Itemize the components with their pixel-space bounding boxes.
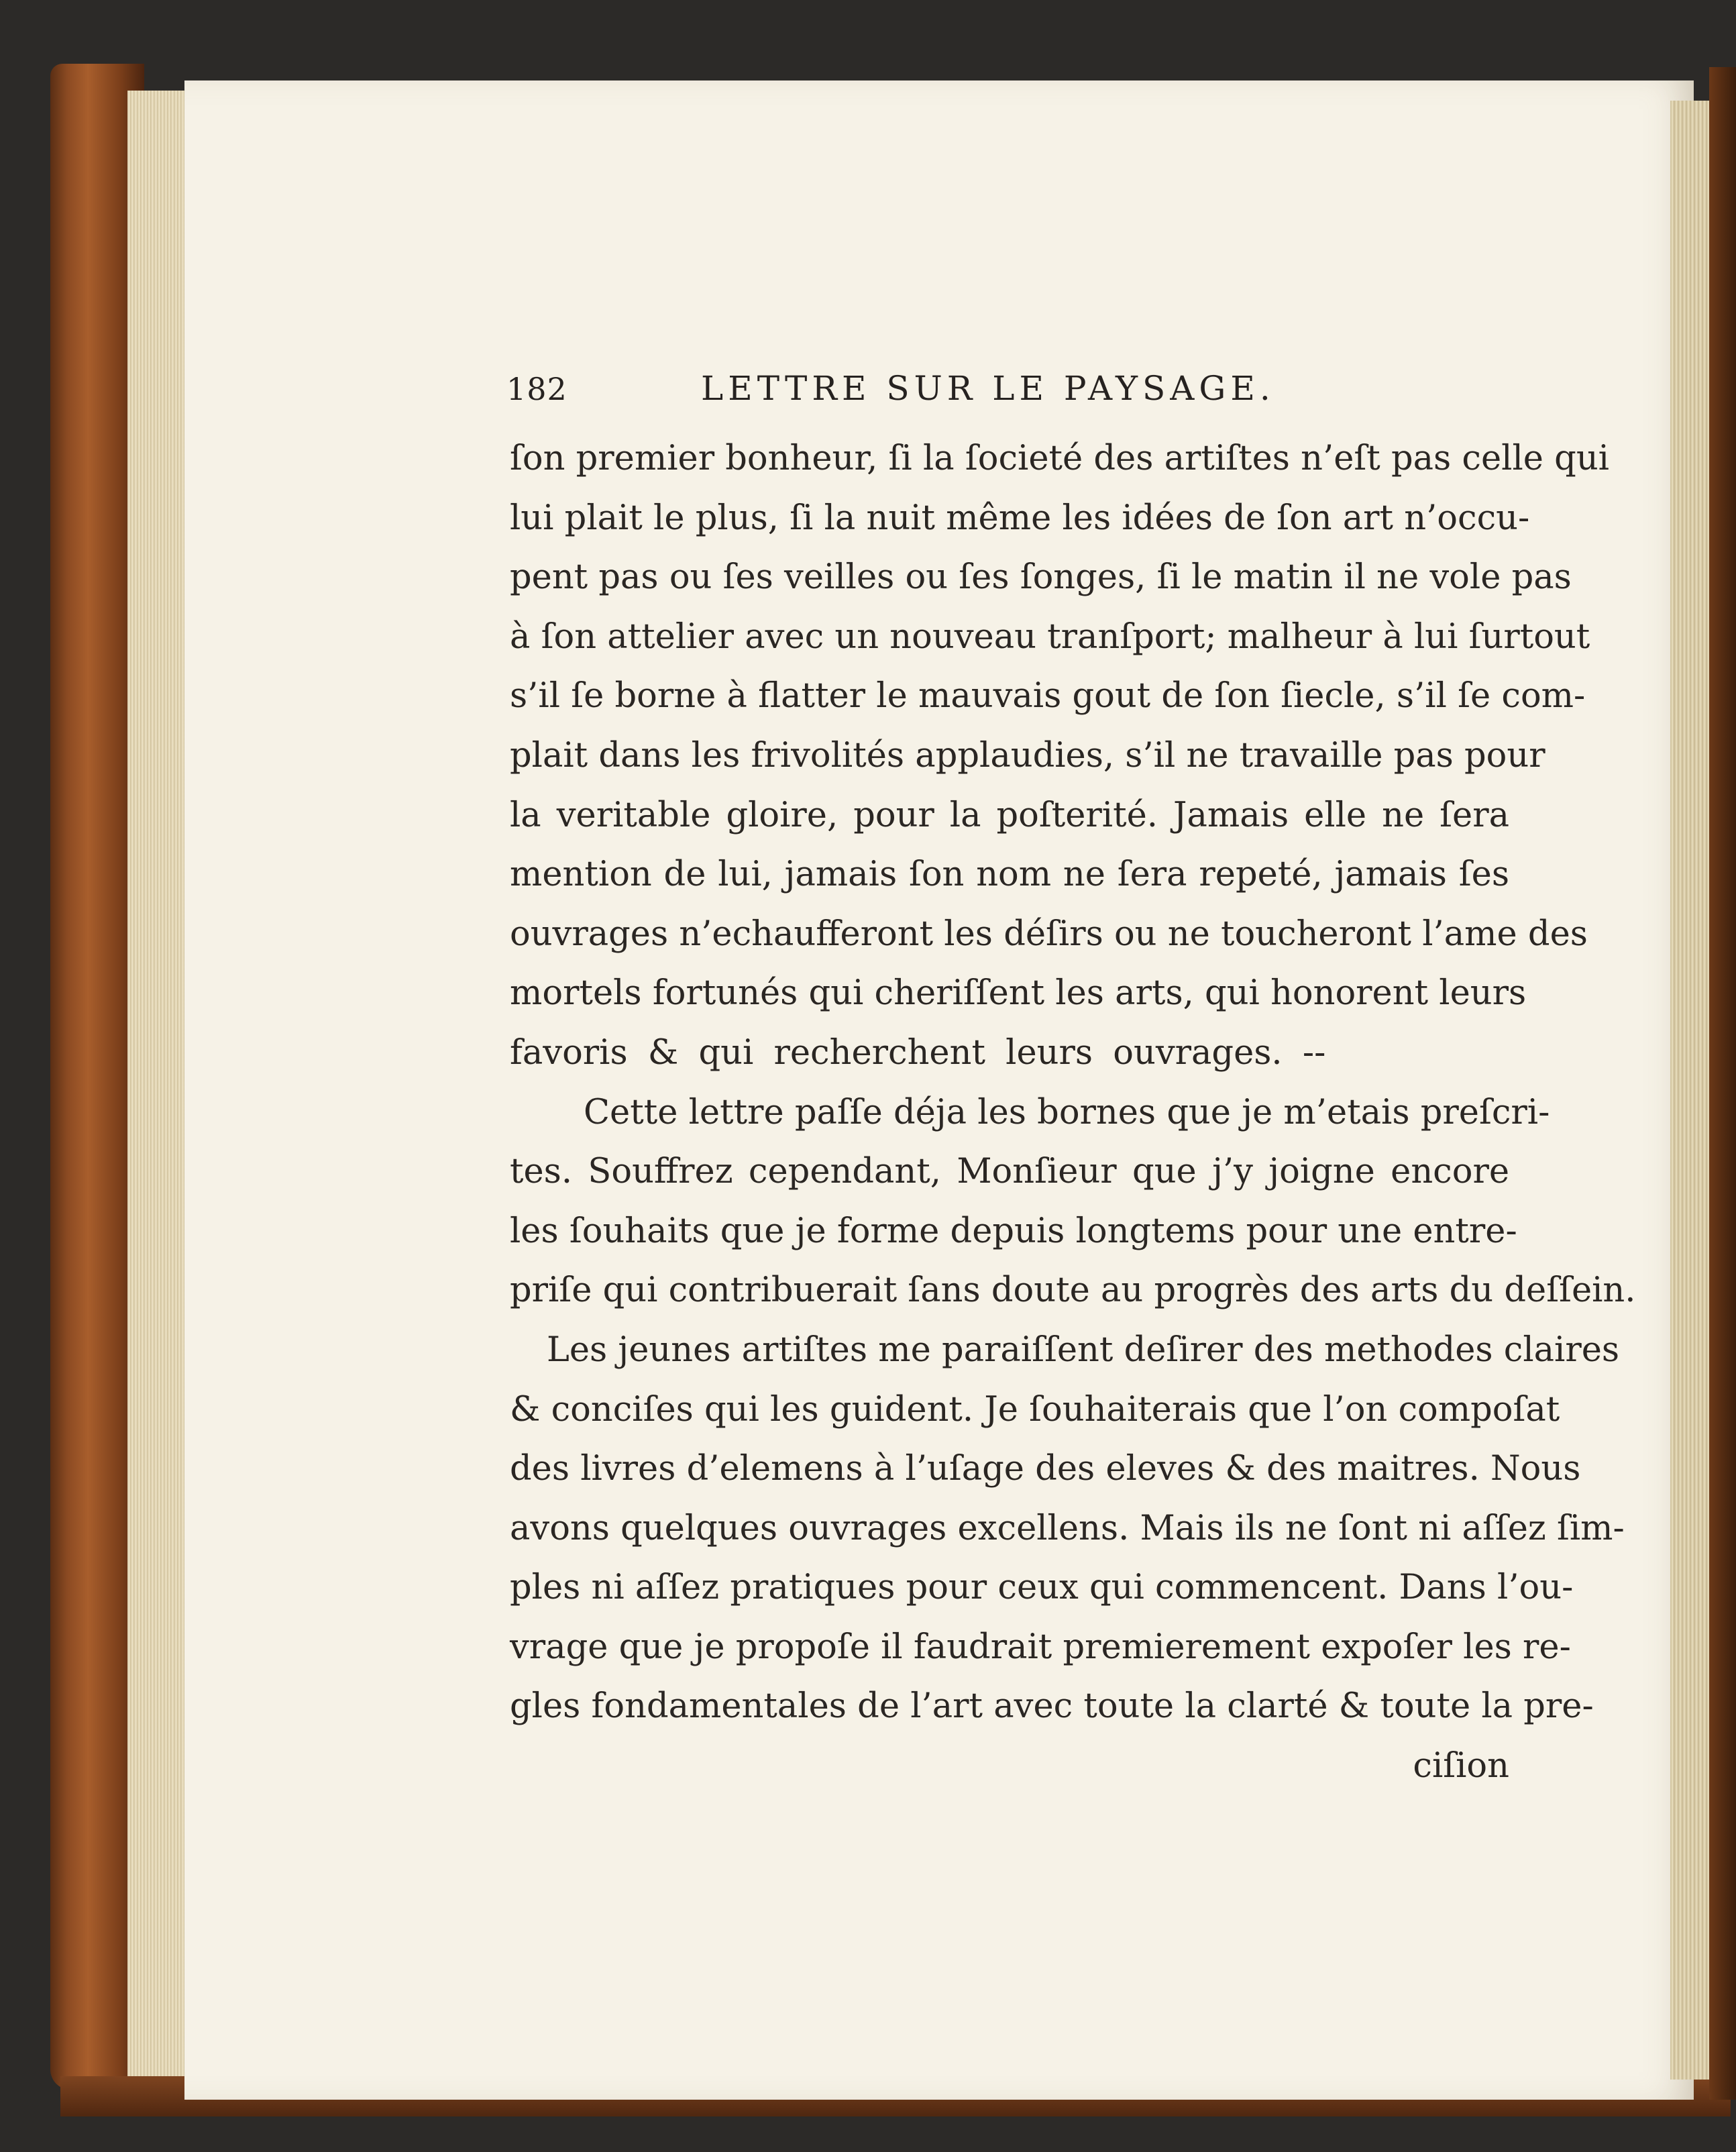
text-line: ſon premier bonheur, ſi la ſocieté des artiſtes n’eſt pas celle qui [510, 439, 1609, 478]
text-line: à ſon attelier avec un nouveau tranſport; malheur à lui ſurtout [510, 616, 1590, 657]
text-line: ouvrages n’echaufferont les déſirs ou ne toucheront l’ame des [510, 914, 1588, 954]
page-number: 182 [506, 371, 567, 407]
text-line: Les jeunes artiſtes me paraiſſent deſirer des methodes claires [547, 1330, 1620, 1370]
catchword: ciſion [1413, 1746, 1509, 1786]
text-line: ples ni aſſez pratiques pour ceux qui commencent. Dans l’ou- [510, 1568, 1574, 1608]
text-line: avons quelques ouvrages excellens. Mais ils ne ſont ni aſſez ſim- [510, 1508, 1625, 1548]
text-line: tes. Souffrez cependant, Monſieur que j’y joigne encore [510, 1152, 1509, 1192]
book-cover-right [1709, 67, 1736, 2100]
page-edges-left [127, 91, 191, 2076]
text-line: mortels fortunés qui cheriſſent les arts, qui honorent leurs [510, 973, 1527, 1014]
text-line: & conciſes qui les guident. Je ſouhaiterais que l’on compoſat [510, 1389, 1560, 1430]
text-line: les ſouhaits que je forme depuis longtems pour une entre- [510, 1211, 1517, 1251]
page-header [506, 369, 1506, 423]
text-line: des livres d’elemens à l’uſage des eleves & des maitres. Nous [510, 1449, 1581, 1489]
text-line: la veritable gloire, pour la poſterité. Jamais elle ne ſera [510, 795, 1509, 835]
text-line-paragraph-start: Cette lettre paſſe déja les bornes que je m’etais preſcri- [584, 1092, 1550, 1132]
text-line: gles fondamentales de l’art avec toute la clarté & toute la pre- [510, 1686, 1594, 1727]
text-line: s’il ſe borne à flatter le mauvais gout de ſon ſiecle, s’il ſe com- [510, 676, 1586, 716]
text-line: pent pas ou ſes veilles ou ſes ſonges, ſi le matin il ne vole pas [510, 557, 1572, 598]
text-line: mention de lui, jamais ſon nom ne ſera repeté, jamais ſes [510, 855, 1509, 895]
text-line: priſe qui contribuerait ſans doute au progrès des arts du deſſein. [510, 1271, 1636, 1311]
text-line: vrage que je propoſe il faudrait premierement expoſer les re- [510, 1627, 1571, 1667]
running-title: LETTRE SUR LE PAYSAGE. [701, 369, 1275, 408]
text-line: plait dans les frivolités applaudies, s’il ne travaille pas pour [510, 735, 1545, 775]
body-text [510, 429, 1636, 1796]
text-line: lui plait le plus, ſi la nuit même les idées de ſon art n’occu- [510, 498, 1530, 538]
text-line: favoris & qui recherchent leurs ouvrages. -- [510, 1032, 1326, 1073]
